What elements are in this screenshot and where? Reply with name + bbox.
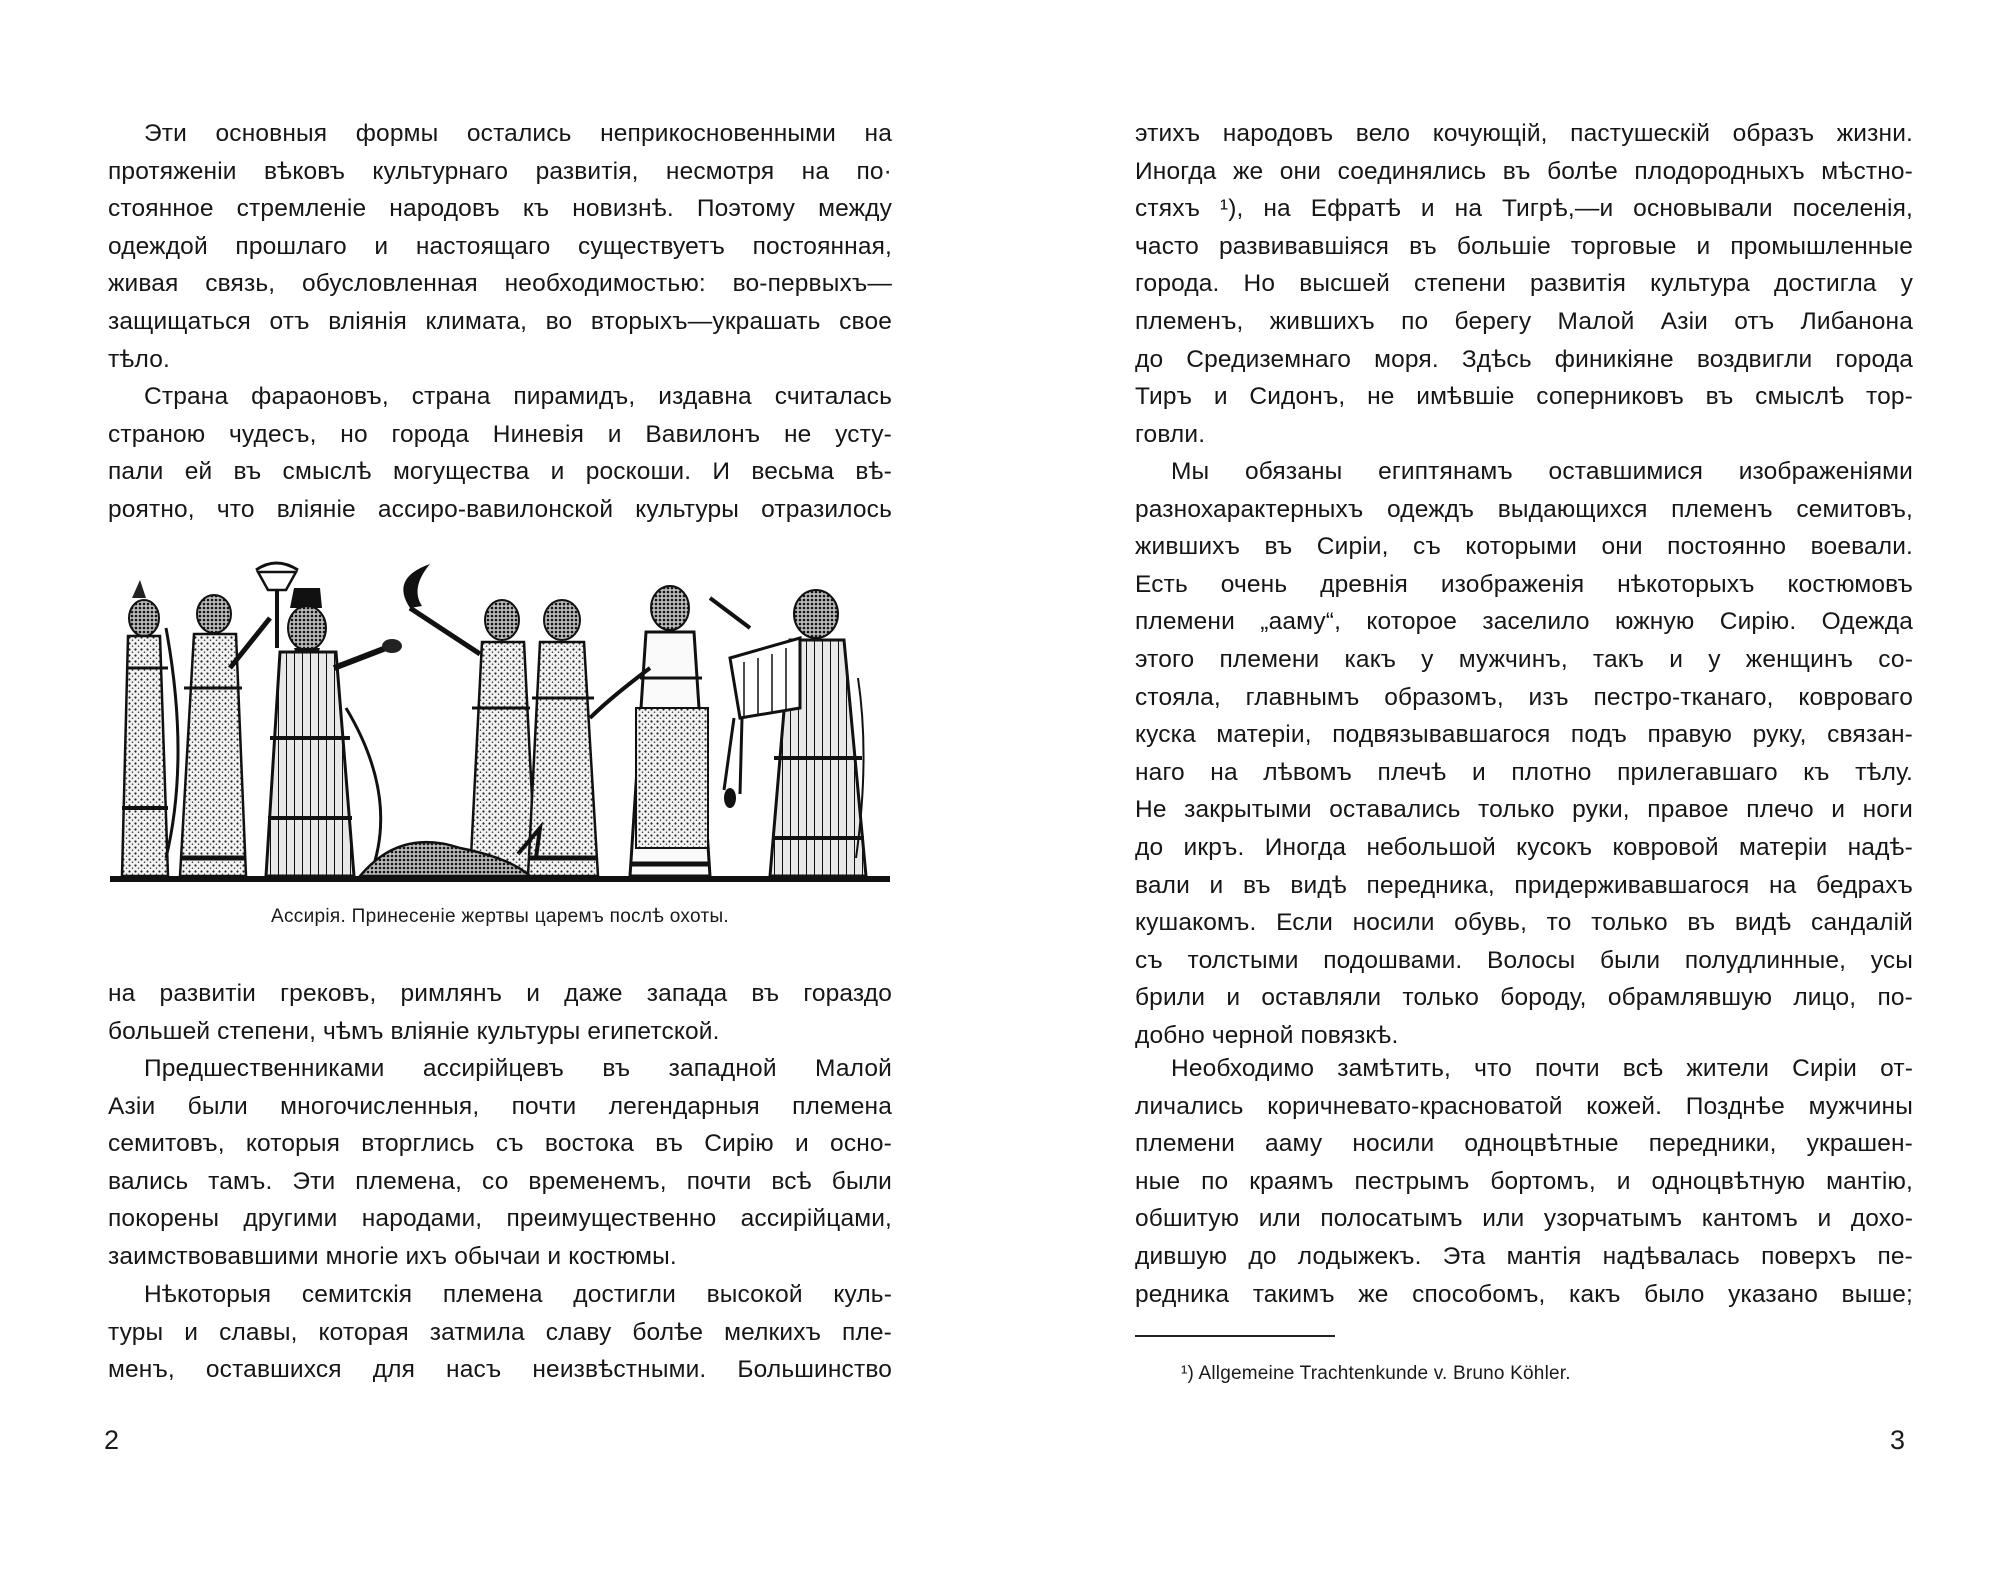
text-line: большей степени, чѣмъ вліяніе культуры египетской. xyxy=(108,1017,720,1045)
text-line: добно черной повязкѣ. xyxy=(1135,1021,1399,1049)
text-line: часто развивавшіяся въ большіе торговые и промышленные xyxy=(1135,232,1913,260)
page-number: 3 xyxy=(1890,1425,1906,1455)
paragraph xyxy=(108,378,892,528)
text-line: кушакомъ. Если носили обувь, то только въ видѣ сандалій xyxy=(1135,909,1913,937)
paragraph xyxy=(1135,1050,1913,1313)
relief-figure-attendant-3 xyxy=(403,564,536,876)
paragraph xyxy=(108,1050,892,1276)
text-line: говли. xyxy=(1135,420,1206,448)
relief-figure-musicians xyxy=(710,590,866,876)
text-line: этихъ народовъ вело кочующій, пастушескій образъ жизни. xyxy=(1135,120,1913,147)
text-line: протяженіи вѣковъ культурнаго развитія, несмотря на по· xyxy=(108,157,892,185)
text-line: Страна фараоновъ, страна пирамидъ, издавна считалась xyxy=(144,383,892,410)
text-line: племенъ, жившихъ по берегу Малой Азіи отъ Либанона xyxy=(1135,307,1913,335)
text-line: брили и оставляли только бороду, обрамлявшую лицо, по- xyxy=(1135,984,1913,1012)
relief-figure-attendant-1 xyxy=(122,580,178,876)
text-line: роятно, что вліяніе ассиро-вавилонской культуры отразилось xyxy=(108,495,892,523)
text-line: стяхъ ¹), на Ефратѣ и на Тигрѣ,—и основывали поселенія, xyxy=(1135,195,1913,223)
paragraph xyxy=(1135,453,1913,1055)
text-line: племени „ааму“, которое заселило южную Сирію. Одежда xyxy=(1135,608,1913,636)
text-line: защищаться отъ вліянія климата, во вторыхъ—украшать свое xyxy=(108,307,892,335)
text-line: менъ, оставшихся для насъ неизвѣстными. Большинство xyxy=(108,1356,892,1384)
text-line: живая связь, обусловленная необходимостью: во-первыхъ— xyxy=(108,270,892,298)
text-line: редника такимъ же способомъ, какъ было указано выше; xyxy=(1135,1280,1913,1308)
text-line: Есть очень древнія изображенія нѣкоторыхъ костюмовъ xyxy=(1135,570,1913,598)
text-line: Азіи были многочисленныя, почти легендарныя племена xyxy=(108,1092,892,1120)
text-line: Мы обязаны египтянамъ оставшимися изображеніями xyxy=(1171,458,1913,485)
text-line: заимствовавшими многіе ихъ обычаи и костюмы. xyxy=(108,1242,677,1270)
text-line: Эти основныя формы остались неприкосновенными на xyxy=(144,120,892,147)
text-line: Тиръ и Сидонъ, не имѣвшіе соперниковъ въ смыслѣ тор- xyxy=(1135,383,1913,411)
assyrian-relief-illustration xyxy=(110,558,890,884)
paragraph xyxy=(1135,115,1913,453)
relief-figure-priest xyxy=(590,586,710,876)
figure-caption: Ассирія. Принесеніе жертвы царемъ послѣ охоты. xyxy=(271,906,729,927)
text-line: стояла, главнымъ образомъ, изъ пестро-тканаго, ковроваго xyxy=(1135,683,1913,711)
footnote: ¹) Allgemeine Trachtenkunde v. Bruno Köhler. xyxy=(1181,1363,1571,1384)
footnote-divider xyxy=(1135,1335,1335,1337)
text-line: стоянное стремленіе народовъ къ новизнѣ. Поэтому между xyxy=(108,195,892,223)
text-line: Предшественниками ассирійцевъ въ западной Малой xyxy=(144,1055,892,1082)
text-line: Необходимо замѣтить, что почти всѣ жители Сиріи от- xyxy=(1171,1055,1913,1082)
text-line: тѣло. xyxy=(108,345,170,373)
text-line: города. Но высшей степени развитія культура достигла у xyxy=(1135,270,1913,298)
text-line: личались коричневато-красноватой кожей. Позднѣе мужчины xyxy=(1135,1092,1913,1120)
text-line: Не закрытыми оставались только руки, правое плечо и ноги xyxy=(1135,796,1913,824)
text-line: Иногда же они соединялись въ болѣе плодородныхъ мѣстно- xyxy=(1135,157,1913,185)
text-line: туры и славы, которая затмила славу болѣе мелкихъ пле- xyxy=(108,1318,892,1346)
text-line: ные по краямъ пестрымъ бортомъ, и одноцвѣтную мантію, xyxy=(1135,1167,1913,1195)
relief-figure-king xyxy=(266,588,402,876)
text-line: жившихъ въ Сиріи, съ которыми они постоянно воевали. xyxy=(1135,533,1913,561)
text-line: вались тамъ. Эти племена, со временемъ, почти всѣ были xyxy=(108,1167,892,1195)
text-line: на развитіи грековъ, римлянъ и даже запада въ гораздо xyxy=(108,980,892,1007)
text-line: пали ей въ смыслѣ могущества и роскоши. И весьма вѣ- xyxy=(108,458,892,486)
text-line: семитовъ, которыя вторглись съ востока въ Сирію и осно- xyxy=(108,1130,892,1158)
text-line: дившую до лодыжекъ. Эта мантія надѣвалась поверхъ пе- xyxy=(1135,1242,1913,1270)
text-line: страною чудесъ, но города Ниневія и Вавилонъ не усту- xyxy=(108,420,892,448)
text-line: съ толстыми подошвами. Волосы были полудлинные, усы xyxy=(1135,946,1913,974)
paragraph xyxy=(108,975,892,1050)
text-line: вали и въ видѣ передника, придерживавшагося на бедрахъ xyxy=(1135,871,1913,899)
relief-figure-attendant-2 xyxy=(180,595,270,876)
text-line: куска матеріи, подвязывавшагося подъ правую руку, связан- xyxy=(1135,721,1913,749)
text-line: племени ааму носили одноцвѣтные передники, украшен- xyxy=(1135,1130,1913,1158)
text-line: покорены другими народами, преимущественно ассирійцами, xyxy=(108,1205,892,1233)
page-number: 2 xyxy=(104,1425,120,1455)
text-line: обшитую или полосатымъ или узорчатымъ кантомъ и дохо- xyxy=(1135,1205,1913,1233)
paragraph xyxy=(108,115,892,378)
text-line: разнохарактерныхъ одеждъ выдающихся племенъ семитовъ, xyxy=(1135,495,1913,523)
text-line: наго на лѣвомъ плечѣ и плотно прилегавшаго къ тѣлу. xyxy=(1135,758,1913,786)
paragraph xyxy=(108,1276,892,1389)
text-line: до Средиземнаго моря. Здѣсь финикіяне воздвигли города xyxy=(1135,345,1913,373)
text-line: до икръ. Иногда небольшой кусокъ ковровой матеріи надѣ- xyxy=(1135,833,1913,861)
text-line: одеждой прошлаго и настоящаго существуетъ постоянная, xyxy=(108,232,892,260)
text-line: этого племени какъ у мужчинъ, такъ и у женщинъ со- xyxy=(1135,645,1913,673)
text-line: Нѣкоторыя семитскія племена достигли высокой куль- xyxy=(144,1281,892,1308)
